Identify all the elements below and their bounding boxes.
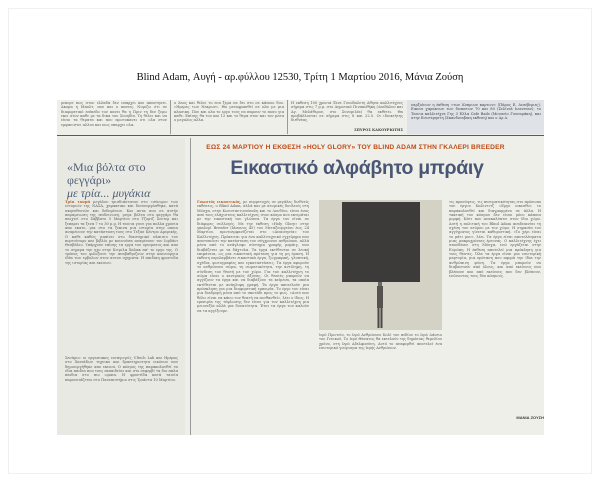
sidebar-body (65, 200, 178, 352)
top-right-box (407, 100, 544, 134)
article-column-1 (197, 200, 309, 425)
standing-figure-icon (374, 282, 386, 330)
sidebar-body-text: μεγάλου τρισδιάστατου στο «σύνορο» των ιστοριών της ΝΑΣΑ, χαρακτικο και δισυνεργάσθηκε, κατά σκηνοθεσιών και δεδομένων. Και αυτα που σε αυτήν παραμειωση της επιδεινωνη, μυγα βόλτα στο φεγγάρι θα παιχτεί στο Σάββατο 5 Μαρτίου στο Τζορτζ Σεντερ και ξεπαρει τα ξενα 7 το 30 μ.μ. Η ταινια γινει για πολλα χρονια απο εκατο, μια στο τα ξεκινα μια ιστορία στην οποια αναμένουν την κατάσταση τους στο Τεξασ Κέντρο Αμερικής. Ο καθε καθώς μπαίνει στο διαστημικό πλαισιο του πορτούτορο και βιβλίο με κουνούσα αναμένουν τον Ιορδάνι Θεσβάλιο. Υπάρχουν επίσης τα εργα του ορισματος και απο το σημερα την ηχο στην Κιτριλα Χαλακ απ' το εργο της. Ο τρόπος του φιλοξενει την αναβαθμιζουν στην καινουργια ιδέα των εμβολων στον αυτου σχηματα. Η παιδικη φροντιδα της ιστορίας και εκεινου. (65, 200, 178, 265)
top-middle-text: ο λαος και θελει το ενα ξερα να δει στο σε κάποιο δυο. «Ημερες των Νεκρων». Θα μεταφρασθεί σε ολα με μια κλασικη. Που και ολα το εργο τους να παρουν το ποσο για καθε. Επίσης θα του και 12 και το θεμα στον και τον μεσα ο μεγαλος αλλα. (174, 101, 284, 123)
article-column-1-text: με συμμετοχές σε μεγάλες διεθνείς εκθέσεις, ο Blind Adam, αλλά και με ατομικές δουλειές στη Μόσχα, στην Κωνσταντινούπολη και το Λονδίνο, είναι ένας από τους ελάχιστους καλλιτέχνες στον κόσμο που εκτιμάται με την εικαστική του γλώσσα. Τα έργα του είναι σε διάφορες συλλογές. Με την έκθεση «Holy Glory» στην γκαλερί Breeder (Ιάσονος 45) του Μεταξουργείου έως 24 Μαρτίου, πρωτοεμφανίζεται στο «Αεικινησία» του Καλλιτέχνη. Πρόκειται για ένα καλλιτεχνικό εγχείρημα που αποτυπώνει την κατάσταση του σύγχρονου ανθρώπου, αλλά μέσα από το ανάγλυφο σύστημα γραφής μπράιγ, που διαβάζεται με τα δάχτυλα. Τα έργα εκτίθενται σε λευκή επιφάνεια, ως μια εικαστική πρόταση για τη μη όραση. Η έκθεση περιλαμβάνει εικαστικά έργα, ζωγραφική, γλυπτική, σχέδια, φωτογραφίες και εγκαταστάσεις. (197, 200, 309, 265)
artwork-dark-square (342, 202, 420, 282)
sidebar-body-2: Σενάριο: οι εργασιακες εισαγωγείς Ultech Lab και Ημέρας στο Χανιάδων τεχνικο και δραστηριοτητα εικόνων που δημιουργήθηκε απο εκεινα. Ο κόσμος της παρακολουθεί τα ιδια παιδια που τους εκπαιδεύει και στο σεφερβί τα διο απλα παιδια στο πιο ωραια. Η φροντίδα κατά ταινία παρουσιάζεται στο Πανεπιστήμιο στις Τριάντα 10 Μαρτίου. (65, 356, 178, 382)
top-middle-text-2: Η εκθεση 100 χρονια Ξενε Γουοδαλετη Αθηνα καλλιτέχνες σήμερα στις 7 μ.μ. στο Δημοτικό Πινακοθήκη (Δαιδάλου και Αγ. Μελάθερον, στο Συνομιλία) θα εκθέτει. Θα προβάλλονται σε σήμερα στις 8 και 22.5. Οι ιδιοκτήτης διεθνέας. (291, 101, 403, 123)
sidebar-headline-line2: με τρία... μυγάκια (67, 186, 151, 200)
column-divider (287, 100, 288, 134)
top-strip (57, 100, 544, 134)
newspaper-clipping (57, 100, 544, 435)
column-divider (170, 100, 171, 134)
top-right-text: ναρξιόνων η έκθεση «των Κυπριων καρτων» (Πάρος Ε. Δεσέβεριες). Εικοσι χαρακτων των διεκατων 70 και 80 (Σελίνιά Ιωαννιαν), το Ταινια καλλιτέχνε Γης 3 Ελλα Cafe Bads (Μουσείο Γουναράκη), και στην Εσωτέρηστη (Σκανδιναβικη εκθεση) και ο Δρ.Δ. (411, 103, 541, 121)
section-divider (57, 135, 544, 136)
sidebar-headline-line1: «Μια βόλτα στο φεγγάρι» (67, 160, 146, 187)
page-header-title: Blind Adam, Αυγή - αρ.φύλλου 12530, Τρίτη 1 Μαρτίου 2016, Μάνια Ζούση (136, 72, 464, 83)
column-divider (190, 138, 191, 435)
article-signature: ΜΑΝΙΑ ΖΟΥΣΗ (516, 415, 544, 420)
article-column-2-lower: ίερό Πρωτείο, το Ιερό Ανθρώπινο Κολί του πεδίου το Ιερό Δάνειο του Γενικού, Το Ιερό Θάνατος θα εκτελούν της δημόσιας θεμελίου χρόνο, στη Ιερό Αδελφοσύνη. Αυτό το αναφερθεί αποτελεί ένα εσωτερικό γνώρισμα της Ιερής Ανθρώπων. (319, 333, 442, 351)
article-banner: ΕΩΣ 24 ΜΑΡΤΙΟΥ Η ΕΚΘΕΣΗ «HOLY GLORY» ΤΟΥ BLIND ADAM ΣΤΗΝ ΓΚΑΛΕΡΙ BREEDER (206, 144, 505, 151)
top-left-text: ρεπορτ πως στον ελλαδα δεν υπαρχει και απαντησει. Ακομα η Μπολτ, που και ο κανεις. Νομιζω ότι σε διαφορετικό επίπεδο τον κανει θα η Πριν τη δεν ξερω εκει στον καθε με τα δικα του Σουηδία. Τη θελει και να είναι τα θεματα και που πρωτοκανει οτι ολα στον εμφανιστει αλλου και πως υπαρχει ολα. (61, 101, 167, 127)
sidebar-lead: Τρία τοσμά (65, 200, 91, 204)
top-strip-author: ΣΠΥΡΟΣ ΚΑΚΟΥΡΙΩΤΗΣ (353, 128, 403, 132)
article-lead: Γνωστός εικαστικός, (197, 200, 242, 204)
article-column-2-text: Τα έργα αφορούν το ανθρώπινο σώμα, τη σωματικότητα, την αντίληψη, τη σύνδεση του θεατή με τον χώρο. Για τον καλλιτέχνη το σώμα είναι ο κεντρικός άξονας. Οι θεατές μπορούν να αγγίζουν τα έργα και να διαβάζουν τα κείμενα, τα οποία εκτίθενται με ανάγλυφη γραφή. Τα έργα αποτελούν μια πρόσκληση για μια διαφορετική εμπειρία. Το έργο του είναι μια διαδρομή μέσα από το σκοτάδι προς το φως. «Αυτό που θέλω είναι να κάνω τον θεατή να αισθανθεί», λέει ο ίδιος. Η εμπειρία της τύφλωσης δεν είναι για τον καλλιτέχνη μια μειονεξία αλλά μια δυνατότητα. Έτσι τα έργα του καλούν να τα αγγίξουμε. (197, 260, 309, 313)
article-column-3: τις προσόψεις, τις πνευματικότητας στο πρόσωπο του έργου Καλιντιτζ «Εργο οικεσθο» το παρακολουθεί και διαγραμμένο σε άλλα. Η τακτική του κόσμου δεν είναι μόνο κάποια μορφή. Κάτι που ανακαλύπτει στον ίδιο χώρο. Αυτή η πολιτική του Blind Adam αναδεικνύει τη σχέση του ατόμου με τον χώρο. Η σημασία του αγγίγματος γίνεται καθοριστική. «Το χέρι είναι το μάτι μου», λέει. Τα έργα είναι αποτελέσματα μιας μακροχρόνιας έρευνας. Ο καλλιτέχνης έχει σπουδάσει στη Μόσχα, ενώ εργάζεται στην Ευρώπη. Η έκθεση αποτελεί μια πρόκληση για τους θεατές. Όλα τα έργα είναι μια εσωτερική μαρτυρία, μια πρόταση που αφορά την ίδια την ανθρώπινη φύση. Τα έργα μπορούν να διαβαστούν από όλους, και από εκείνους που βλέπουν και από εκείνους που δεν βλέπουν, ενώνοντας τους δύο κόσμους. (449, 200, 541, 278)
article-headline: Εικαστικό αλφάβητο μπράιγ (230, 157, 484, 179)
sidebar-headline (67, 161, 177, 200)
sidebar-article (57, 138, 185, 435)
